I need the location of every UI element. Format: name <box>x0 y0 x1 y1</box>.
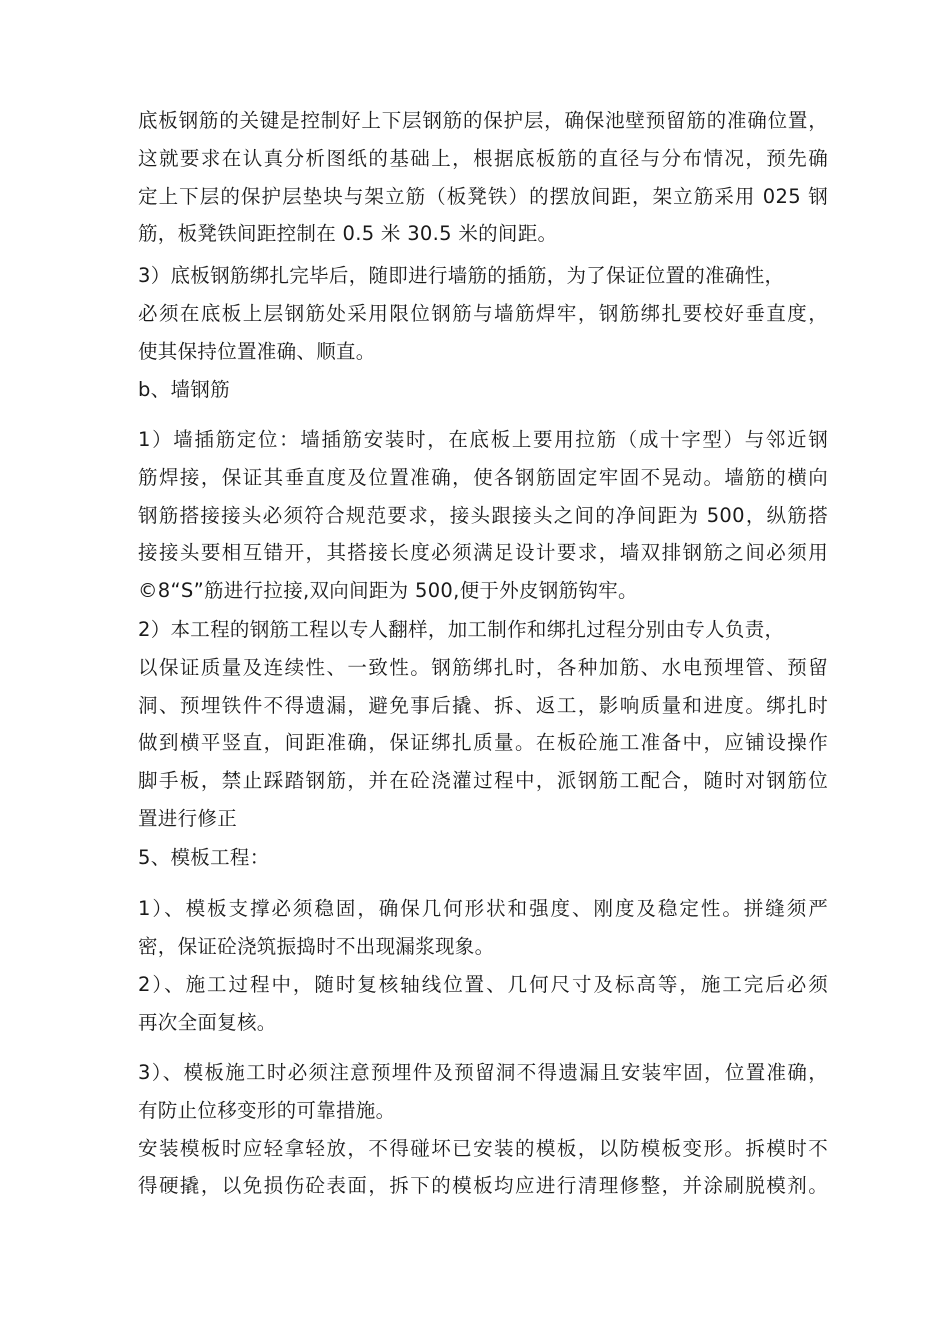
text-line: 有防止位移变形的可靠措施。 <box>138 1098 396 1122</box>
text-line: ©8“S”筋进行拉接,双向间距为 500,便于外皮钢筋钩牢。 <box>138 579 638 603</box>
text-line: 使其保持位置准确、顺直。 <box>138 339 376 363</box>
text-line: 必须在底板上层钢筋处采用限位钢筋与墙筋焊牢，钢筋绑扎要校好垂直度， <box>138 301 828 325</box>
paragraph-formwork-item-3 <box>138 1054 828 1205</box>
text-line: b、墙钢筋 <box>138 378 230 401</box>
paragraph-wall-dowel-positioning <box>138 421 828 610</box>
text-line: 1）墙插筋定位：墙插筋安装时，在底板上要用拉筋（成十字型）与邻近钢 <box>138 428 828 451</box>
text-line: 做到横平竖直，间距准确，保证绑扎质量。在板砼施工准备中，应铺设操作 <box>138 731 828 755</box>
text-line: 这就要求在认真分析图纸的基础上，根据底板筋的直径与分布情况，预先确 <box>138 146 828 170</box>
text-line: 再次全面复核。 <box>138 1010 277 1034</box>
text-line: 筋，板凳铁间距控制在 0.5 米 30.5 米的间距。 <box>138 222 558 246</box>
paragraph-item-3-bottom <box>138 257 828 370</box>
text-line: 底板钢筋的关键是控制好上下层钢筋的保护层，确保池壁预留筋的准确位置， <box>138 109 828 132</box>
paragraph-rebar-responsibility <box>138 611 828 838</box>
section-heading-wall-rebar <box>138 371 828 409</box>
text-line: 脚手板，禁止踩踏钢筋，并在砼浇灌过程中，派钢筋工配合，随时对钢筋位 <box>138 769 828 793</box>
paragraph-formwork-item-1 <box>138 890 828 966</box>
text-line: 安装模板时应轻拿轻放，不得碰坏已安装的模板，以防模板变形。拆模时不 <box>138 1136 828 1160</box>
section-heading-formwork <box>138 839 828 877</box>
text-line: 接接头要相互错开，其搭接长度必须满足设计要求，墙双排钢筋之间必须用 <box>138 541 828 565</box>
text-line: 3）底板钢筋绑扎完毕后，随即进行墙筋的插筋，为了保证位置的准确性， <box>138 264 785 287</box>
text-line: 定上下层的保护层垫块与架立筋（板凳铁）的摆放间距，架立筋采用 025 钢 <box>138 184 828 208</box>
paragraph-bottom-slab-rebar <box>138 102 828 253</box>
text-line: 筋焊接，保证其垂直度及位置准确，使各钢筋固定牢固不晃动。墙筋的横向 <box>138 465 828 489</box>
text-line: 以保证质量及连续性、一致性。钢筋绑扎时，各种加筋、水电预埋管、预留 <box>138 655 828 679</box>
text-line: 2）、施工过程中，随时复核轴线位置、几何尺寸及标高等，施工完后必须 <box>138 973 828 996</box>
paragraph-formwork-item-2 <box>138 966 828 1042</box>
text-line: 2）本工程的钢筋工程以专人翻样，加工制作和绑扎过程分别由专人负责， <box>138 618 785 641</box>
text-line: 5、模板工程： <box>138 846 270 869</box>
text-line: 得硬撬，以免损伤砼表面，拆下的模板均应进行清理修整，并涂刷脱模剂。 <box>138 1174 828 1198</box>
text-line: 1）、模板支撑必须稳固，确保几何形状和强度、刚度及稳定性。拼缝须严 <box>138 897 828 920</box>
text-line: 密，保证砼浇筑振捣时不出现漏浆现象。 <box>138 934 495 958</box>
text-line: 钢筋搭接接头必须符合规范要求，接头跟接头之间的净间距为 500，纵筋搭 <box>138 503 828 527</box>
text-line: 洞、预埋铁件不得遗漏，避免事后撬、拆、返工，影响质量和进度。绑扎时 <box>138 693 828 717</box>
text-line: 置进行修正 <box>138 806 238 830</box>
text-line: 3）、模板施工时必须注意预埋件及预留洞不得遗漏且安装牢固，位置准确， <box>138 1061 828 1084</box>
